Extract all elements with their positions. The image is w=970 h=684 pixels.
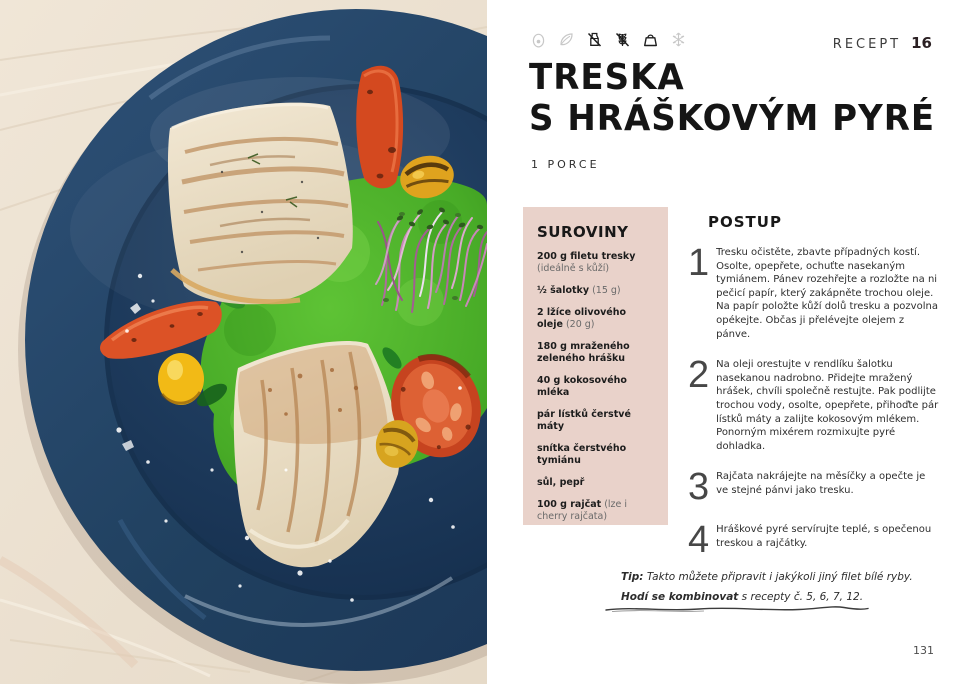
step-number: 1 [688,242,710,284]
step-text: Rajčata nakrájejte na měsíčky a opečte je ve stejné pánvi jako tresku. [716,471,926,496]
ingredient-item [537,409,655,433]
ingredients-box [523,207,668,525]
recipe-number: 16 [911,34,932,52]
cherry-tomato-yellow-left [158,353,204,405]
ingredient-note: (15 g) [589,285,621,296]
recipe-title-line2: S HRÁŠKOVÝM PYRÉ [529,97,936,140]
ingredient-item [537,477,655,489]
step-text: Na oleji orestujte v rendlíku šalotku nasekanou nadrobno. Přidejte mražený hrášek, chvíli společně restujte. Pak podlijte trochou vody, osolte, opepřete, přihoďte pár lístků máty a zalijte kokosovým mlékem. Ponorným mixérem rozmixujte pyré dohladka. [716,359,939,452]
page-number: 131 [913,644,934,657]
tip-label: Tip: [621,571,644,583]
tip-text: Takto můžete připravit i jakýkoli jiný filet bílé ryby. [643,571,913,583]
diet-icons-row [530,31,687,48]
method-step [688,356,940,453]
recipe-title-line1: TRESKA [529,56,685,99]
no-gluten-icon [614,31,631,48]
recept-label: RECEPT [832,37,902,52]
ingredient-amount: 2 lžíce olivového oleje [537,307,627,330]
step-number: 3 [688,466,710,509]
ingredient-amount: ½ šalotky [537,285,590,296]
method-section [688,213,940,574]
leaf-icon [558,31,575,48]
snowflake-icon [670,31,687,48]
tip-line [621,571,951,584]
ingredient-amount: 100 g rajčat [537,499,602,510]
step-text: Hráškové pyré servírujte teplé, s opečenou treskou a rajčátky. [716,524,932,549]
fish-fillet-upper [168,103,353,305]
ingredient-item [537,307,655,331]
ingredient-amount: pár lístků čerstvé máty [537,409,631,432]
step-number: 2 [688,354,710,397]
method-step [688,466,940,509]
ingredient-amount: 40 g kokosového mléka [537,375,627,398]
ingredient-item [537,375,655,399]
hand-drawn-divider [604,603,870,615]
ingredient-item [537,443,655,467]
combine-label: Hodí se kombinovat [621,591,739,603]
ingredient-note: (20 g) [562,319,595,330]
step-text: Tresku očistěte, zbavte případných kostí. Osolte, opepřete, ochuťte nasekaným tymiánem. Pánev rozehřejte a rozložte na ni pečicí papír, který zakápněte trochou oleje. Na papír položte kůží dolů tresku a pozvolna opékejte. Občas ji přelévejte olejem z pánve. [716,247,938,340]
tomato-wedge-top [356,66,403,189]
ingredients-heading: SUROVINY [537,223,629,241]
ingredient-amount: sůl, pepř [537,477,585,488]
ingredient-item [537,499,655,523]
ingredient-amount: 180 g mraženého zeleného hrášku [537,341,630,364]
no-lactose-icon [586,31,603,48]
step-number: 4 [688,519,710,562]
method-step [688,244,940,341]
bag-icon [642,31,659,48]
recipe-title [529,58,949,139]
ingredient-note: (lze i cherry rajčata) [537,499,628,522]
ingredient-amount: snítka čerstvého tymiánu [537,443,627,466]
ingredient-item [537,285,655,297]
ingredient-amount: 200 g filetu tresky [537,251,636,262]
method-heading: POSTUP [708,213,782,231]
method-step [688,519,940,562]
ingredient-item [537,341,655,365]
recipe-header-tag [833,34,932,52]
combine-text: s recepty č. 5, 6, 7, 12. [738,591,864,603]
servings-label: 1 PORCE [531,158,600,171]
ingredient-note: (ideálně s kůží) [537,263,610,274]
egg-icon [530,31,547,48]
ingredient-item [537,251,655,275]
